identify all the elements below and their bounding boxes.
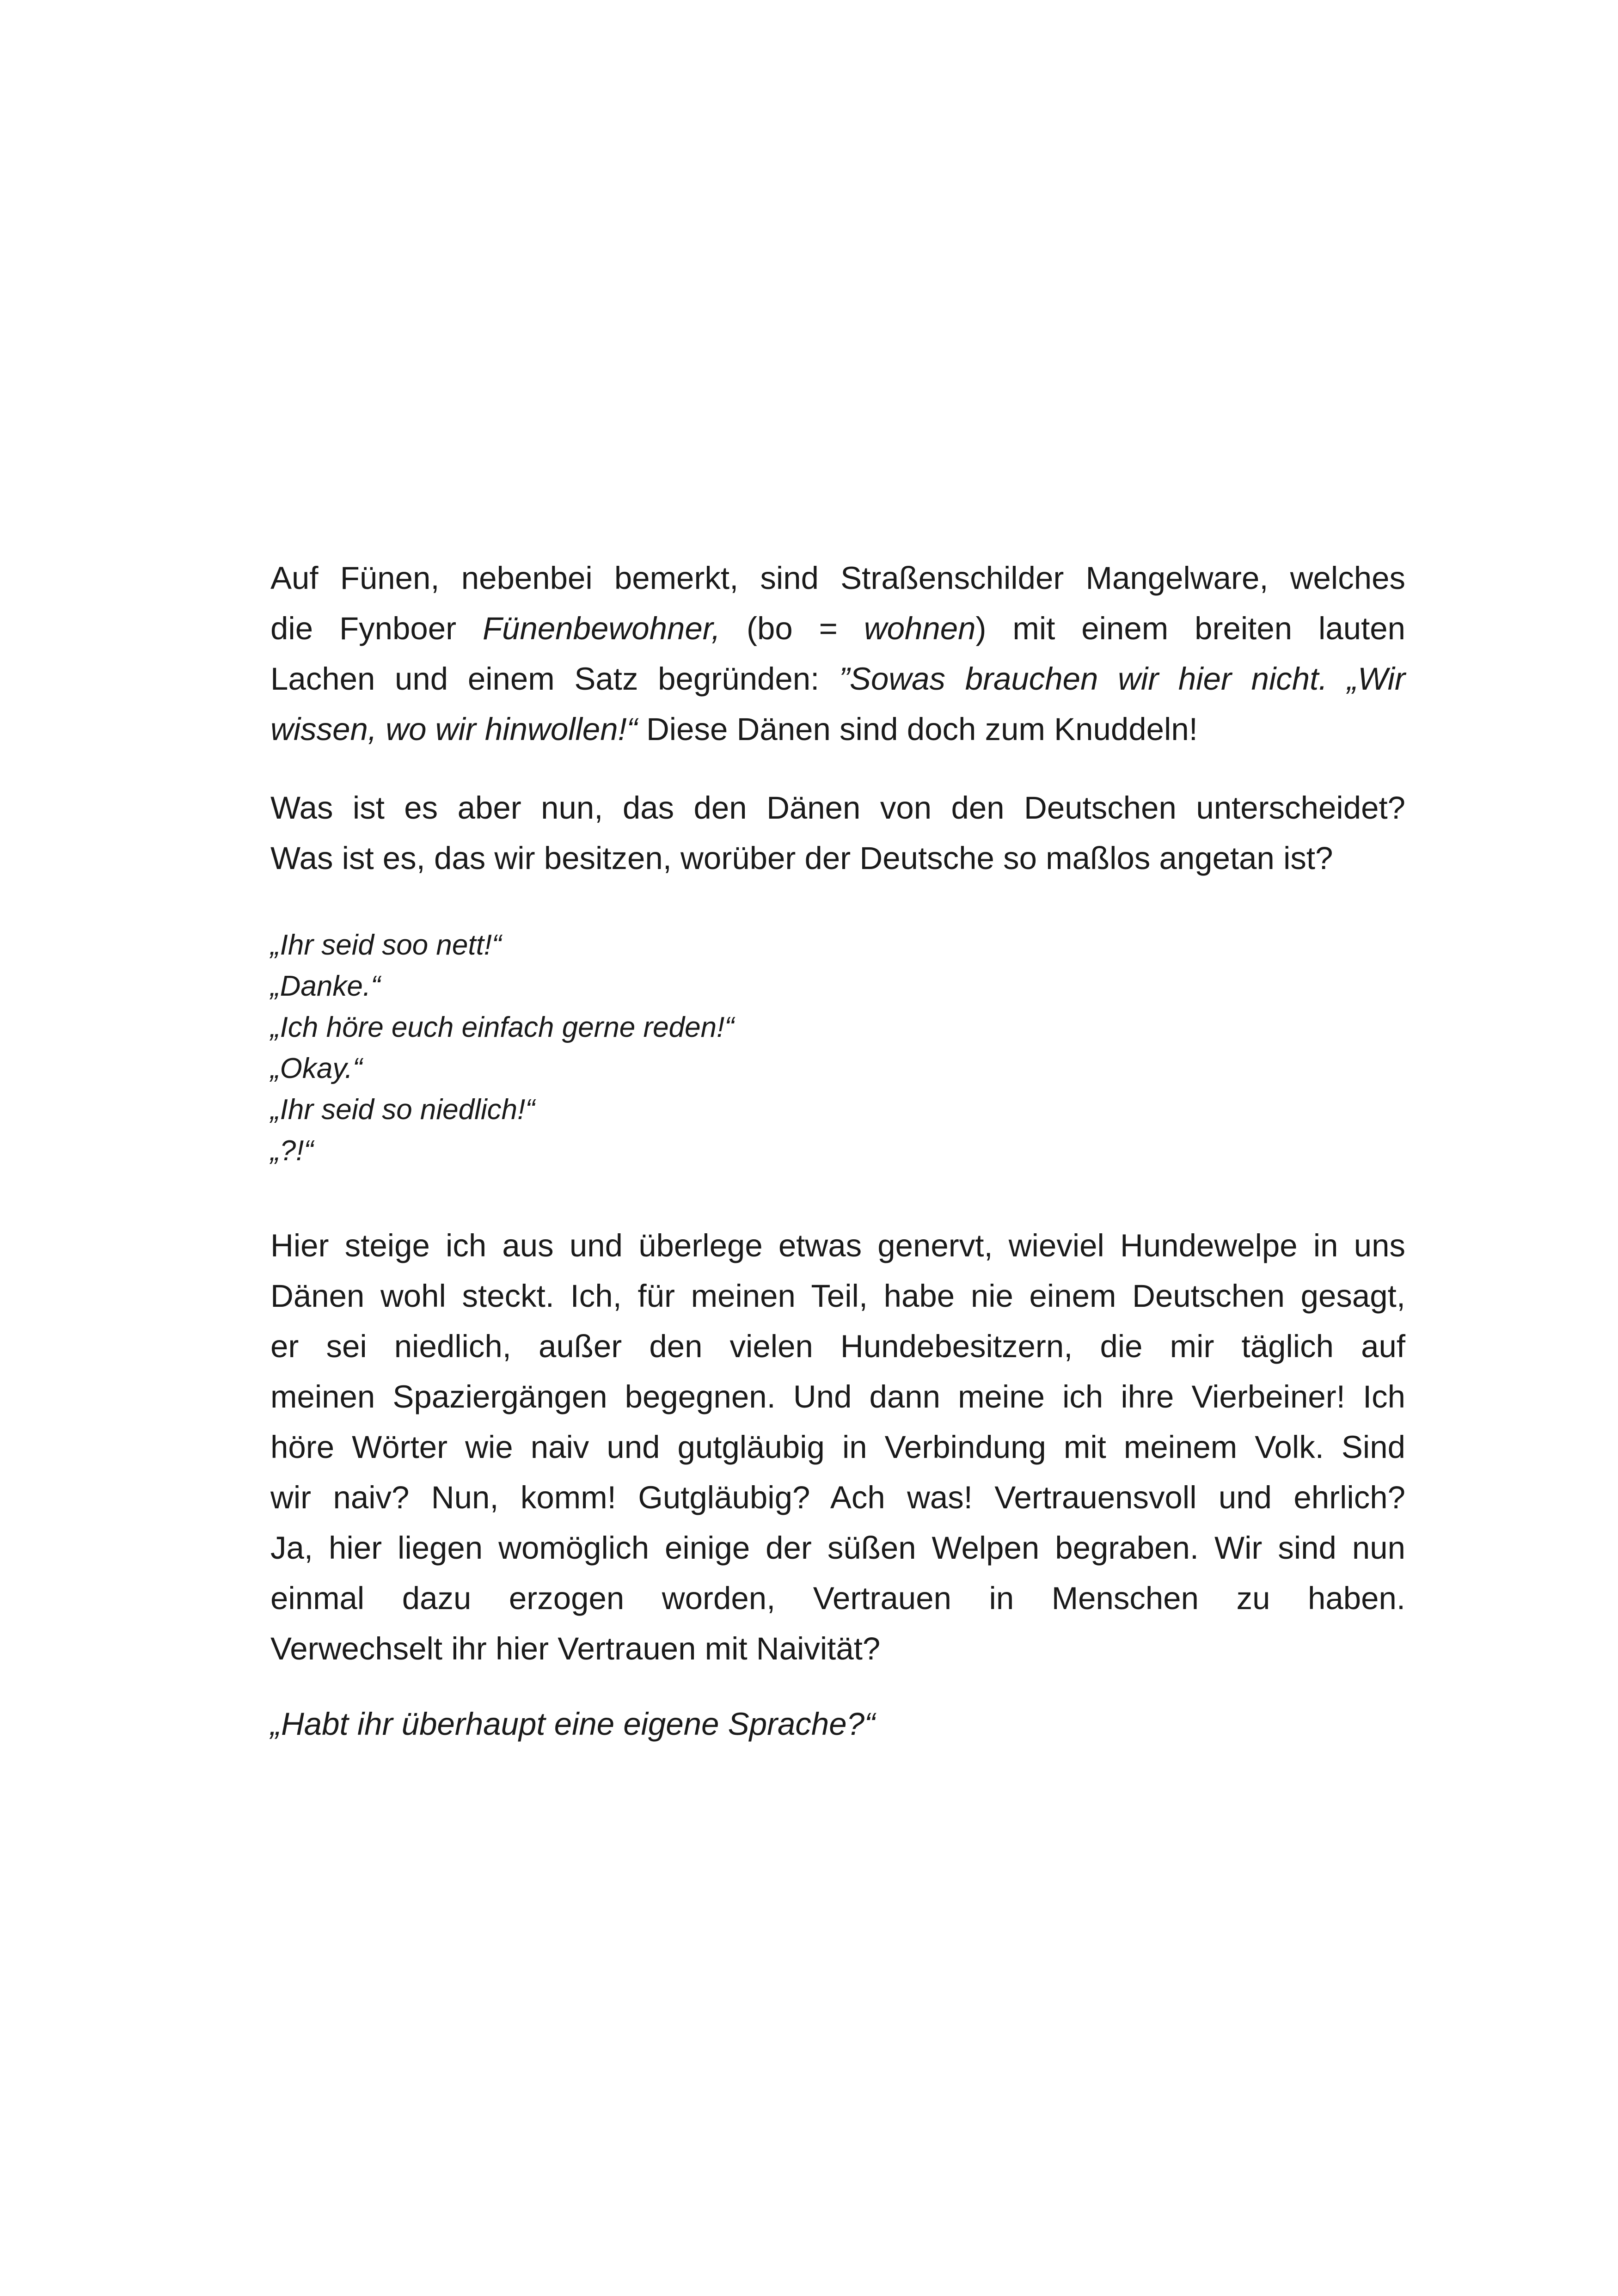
paragraph-3 bbox=[270, 1220, 1405, 1674]
paragraph-2-line-2: Was ist es, das wir besitzen, worüber der Deutsche so maßlos angetan ist? bbox=[270, 840, 1333, 876]
paragraph-3-line: wir naiv? Nun, komm! Gutgläubig? Ach was! Vertrauensvoll und ehrlich? bbox=[270, 1480, 1405, 1515]
italic-quote: ”Sowas brauchen wir hier nicht. „Wir bbox=[839, 661, 1405, 697]
paragraph-3-line: er sei niedlich, außer den vielen Hundebesitzern, die mir täglich auf bbox=[270, 1329, 1405, 1364]
italic-term: wohnen bbox=[864, 611, 976, 646]
text-run: (bo = bbox=[720, 611, 864, 646]
text-run: ) mit einem breiten lauten bbox=[975, 611, 1405, 646]
dialogue-line: „Okay.“ bbox=[270, 1053, 362, 1084]
paragraph-3-line: meinen Spaziergängen begegnen. Und dann meine ich ihre Vierbeiner! Ich bbox=[270, 1379, 1405, 1414]
text-run: die Fynboer bbox=[270, 611, 483, 646]
closing-question: „Habt ihr überhaupt eine eigene Sprache?“ bbox=[270, 1706, 876, 1742]
paragraph-3-line: höre Wörter wie naiv und gutgläubig in Verbindung mit meinem Volk. Sind bbox=[270, 1429, 1405, 1465]
dialogue-line: „Ich höre euch einfach gerne reden!“ bbox=[270, 1011, 734, 1043]
paragraph-2-line-1: Was ist es aber nun, das den Dänen von den Deutschen unterscheidet? bbox=[270, 790, 1405, 826]
dialogue-line: „Ihr seid so niedlich!“ bbox=[270, 1094, 535, 1126]
paragraph-3-line: Hier steige ich aus und überlege etwas genervt, wieviel Hundewelpe in uns bbox=[270, 1228, 1405, 1263]
dialogue-line: „Ihr seid soo nett!“ bbox=[270, 929, 502, 961]
dialogue-line: „Danke.“ bbox=[270, 970, 380, 1002]
paragraph-1-line-4 bbox=[270, 704, 1405, 754]
paragraph-3-line: Dänen wohl steckt. Ich, für meinen Teil, habe nie einem Deutschen gesagt, bbox=[270, 1278, 1405, 1314]
paragraph-1-line-1: Auf Fünen, nebenbei bemerkt, sind Straßenschilder Mangelware, welches bbox=[270, 560, 1405, 596]
paragraph-3-line: einmal dazu erzogen worden, Vertrauen in Menschen zu haben. bbox=[270, 1580, 1405, 1616]
paragraph-1 bbox=[270, 553, 1405, 754]
text-run: Lachen und einem Satz begründen: bbox=[270, 661, 839, 697]
text-run: Diese Dänen sind doch zum Knuddeln! bbox=[637, 711, 1198, 747]
paragraph-2 bbox=[270, 783, 1405, 883]
paragraph-1-line-2 bbox=[270, 603, 1405, 654]
paragraph-3-line: Ja, hier liegen womöglich einige der süßen Welpen begraben. Wir sind nun bbox=[270, 1530, 1405, 1566]
italic-quote: wissen, wo wir hinwollen!“ bbox=[270, 711, 637, 747]
paragraph-1-line-3 bbox=[270, 654, 1405, 704]
dialogue-line: „?!“ bbox=[270, 1135, 313, 1167]
italic-term: Fünenbewohner, bbox=[483, 611, 721, 646]
paragraph-3-line: Verwechselt ihr hier Vertrauen mit Naivität? bbox=[270, 1631, 881, 1666]
dialogue-block bbox=[270, 925, 1405, 1171]
